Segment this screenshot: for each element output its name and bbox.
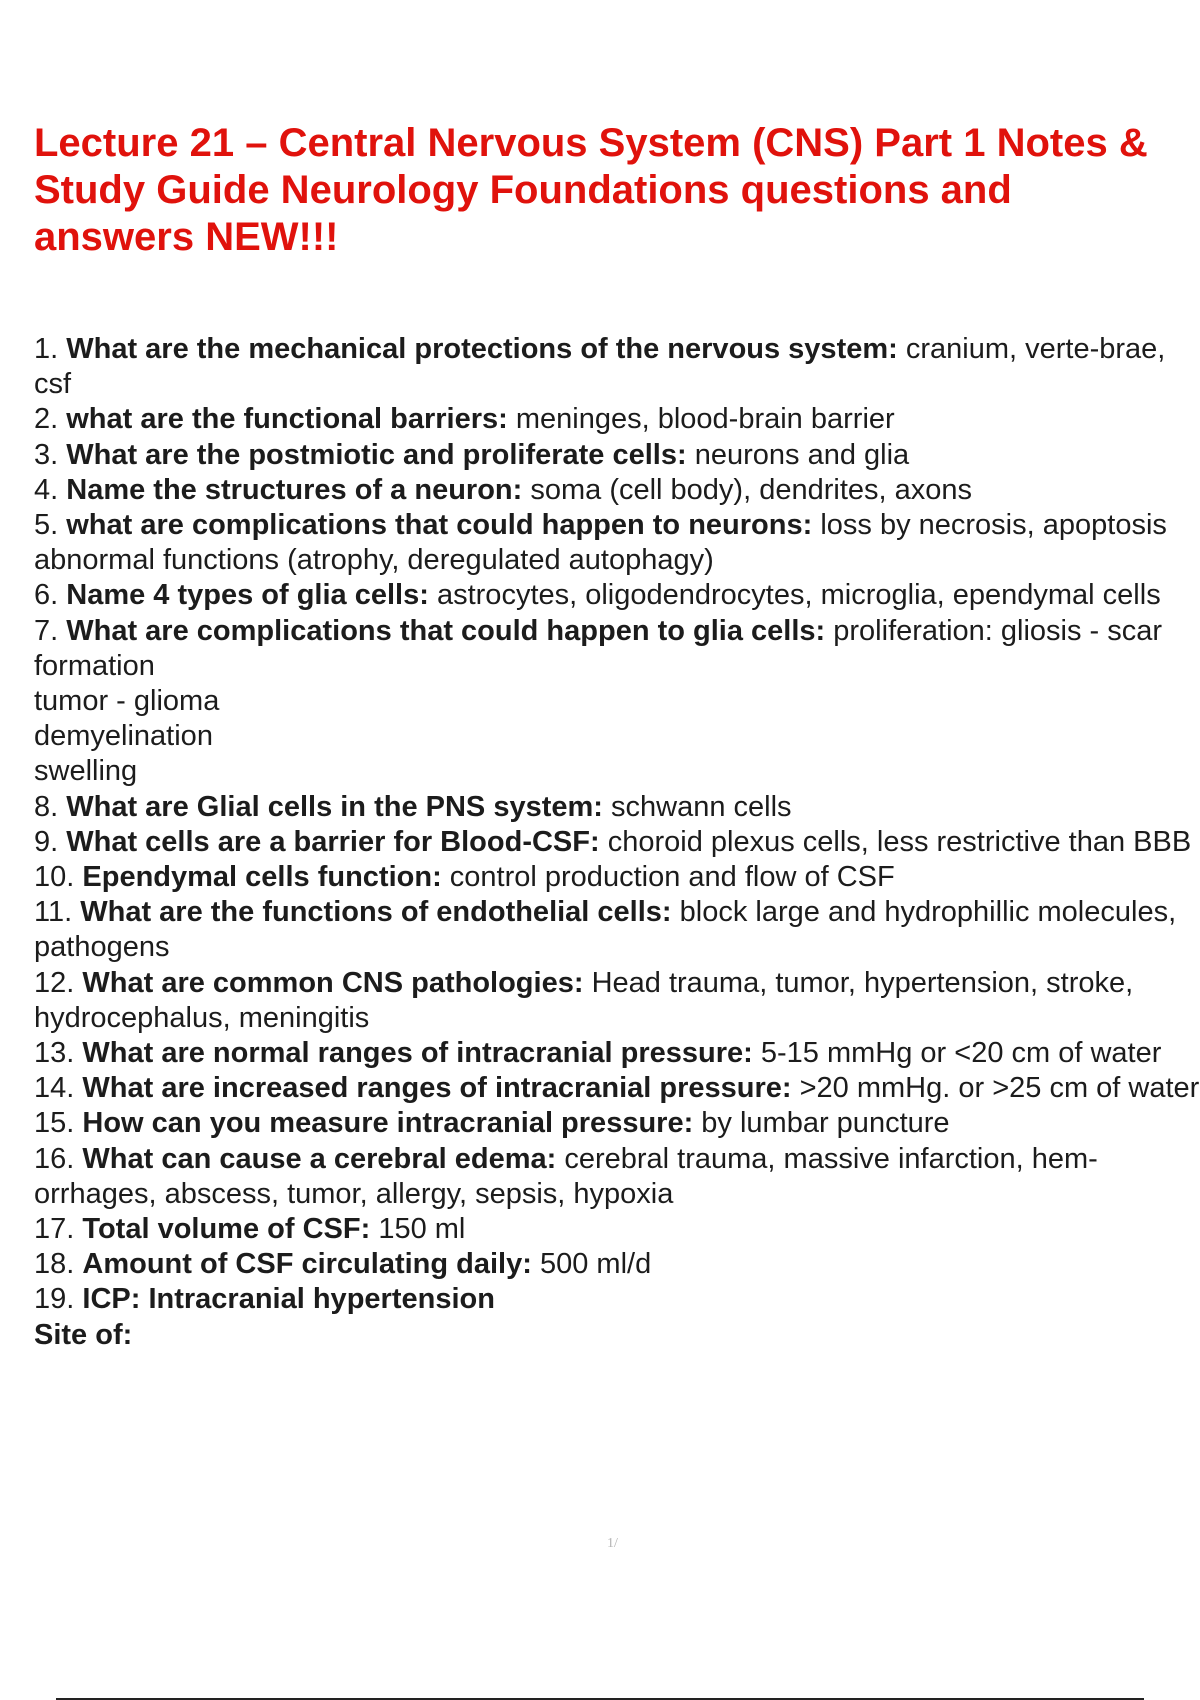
question-text: What are increased ranges of intracranial pressure:: [82, 1072, 792, 1105]
question-text: What are normal ranges of intracranial pressure:: [82, 1037, 753, 1070]
item-number: 10.: [34, 861, 75, 894]
qa-list: [34, 332, 1200, 1353]
answer-text: neurons and glia: [694, 438, 910, 471]
answer-text: choroid plexus cells, less restrictive than BBB: [607, 825, 1192, 858]
qa-item: [34, 473, 1200, 508]
question-text: What are the mechanical protections of the nervous system:: [66, 333, 898, 365]
continuation-line: abnormal functions (atrophy, deregulated autophagy): [34, 544, 714, 577]
qa-item: [34, 1142, 1200, 1212]
item-number: 12.: [34, 966, 75, 999]
qa-item: [34, 825, 1200, 860]
item-number: 4.: [34, 473, 59, 506]
item-number: 19.: [34, 1283, 75, 1316]
question-text: Name 4 types of glia cells:: [66, 579, 429, 612]
answer-text: 500 ml/d: [539, 1248, 652, 1281]
answer-text: 150 ml: [378, 1213, 466, 1246]
qa-item: [34, 895, 1200, 965]
answer-text: block large and hydrophillic molecules, pathogens: [34, 896, 1177, 964]
answer-text: meninges, blood-brain barrier: [515, 403, 895, 436]
item-number: 11.: [34, 896, 73, 929]
qa-item: [34, 860, 1200, 895]
answer-text: proliferation: gliosis - scar formation: [34, 614, 1163, 682]
item-number: 1.: [34, 333, 59, 365]
document-title: Lecture 21 – Central Nervous System (CNS) Part 1 Notes & Study Guide Neurology Foundations questions and answers NEW!!!: [34, 121, 1148, 259]
qa-item: [34, 1212, 1200, 1247]
item-number: 2.: [34, 403, 59, 436]
question-text: Amount of CSF circulating daily:: [82, 1248, 532, 1281]
question-text: What are the postmiotic and proliferate cells:: [66, 438, 687, 471]
item-number: 15.: [34, 1107, 75, 1140]
answer-text: soma (cell body), dendrites, axons: [530, 473, 972, 506]
item-number: 9.: [34, 825, 59, 858]
qa-item: [34, 790, 1200, 825]
qa-item: [34, 438, 1200, 473]
qa-item: [34, 614, 1200, 684]
item-number: 8.: [34, 790, 59, 823]
question-text: What cells are a barrier for Blood-CSF:: [66, 825, 600, 858]
answer-text: >20 mmHg. or >25 cm of water: [799, 1072, 1200, 1105]
qa-item: [34, 578, 1200, 613]
continuation-line: Site of:: [34, 1318, 133, 1351]
qa-item: [34, 402, 1200, 437]
answer-text: control production and flow of CSF: [449, 861, 895, 894]
question-text: How can you measure intracranial pressure:: [82, 1107, 694, 1140]
answer-text: loss by necrosis, apoptosis: [820, 509, 1167, 542]
question-text: What are complications that could happen to glia cells:: [66, 614, 826, 647]
answer-text: astrocytes, oligodendrocytes, microglia, ependymal cells: [436, 579, 1161, 612]
answer-text: by lumbar puncture: [701, 1107, 950, 1140]
qa-item: [34, 1106, 1200, 1141]
item-number: 16.: [34, 1142, 75, 1175]
item-number: 5.: [34, 509, 59, 542]
continuation-line: swelling: [34, 755, 138, 788]
page-number: 1/: [607, 1536, 618, 1551]
continuation-line: tumor - glioma: [34, 685, 220, 718]
qa-item: [34, 1282, 1200, 1317]
item-number: 6.: [34, 579, 59, 612]
question-text: What are the functions of endothelial cells:: [80, 896, 672, 929]
question-text: Ependymal cells function:: [82, 861, 442, 894]
item-number: 13.: [34, 1037, 75, 1070]
item-number: 17.: [34, 1213, 75, 1246]
answer-text: cranium, verte-brae, csf: [34, 333, 1166, 401]
qa-item: [34, 332, 1200, 402]
question-text: What can cause a cerebral edema:: [82, 1142, 557, 1175]
qa-item: [34, 508, 1200, 543]
qa-item: [34, 966, 1200, 1036]
question-text: what are complications that could happen to neurons:: [66, 509, 813, 542]
answer-text: 5-15 mmHg or <20 cm of water: [760, 1037, 1162, 1070]
item-number: 14.: [34, 1072, 75, 1105]
question-text: Total volume of CSF:: [82, 1213, 371, 1246]
qa-item: [34, 1071, 1200, 1106]
question-text: ICP: Intracranial hypertension: [82, 1283, 495, 1316]
answer-text: schwann cells: [611, 790, 792, 823]
question-text: What are Glial cells in the PNS system:: [66, 790, 603, 823]
question-text: Name the structures of a neuron:: [66, 473, 523, 506]
question-text: What are common CNS pathologies:: [82, 966, 584, 999]
continuation-line: demyelination: [34, 720, 213, 753]
item-number: 7.: [34, 614, 59, 647]
answer-text: cerebral trauma, massive infarction, hem-orrhages, abscess, tumor, allergy, sepsis, hypoxia: [34, 1142, 1098, 1210]
qa-item: [34, 1247, 1200, 1282]
qa-item: [34, 1036, 1200, 1071]
question-text: what are the functional barriers:: [66, 403, 508, 436]
answer-text: Head trauma, tumor, hypertension, stroke, hydrocephalus, meningitis: [34, 966, 1134, 1034]
item-number: 3.: [34, 438, 59, 471]
item-number: 18.: [34, 1248, 75, 1281]
